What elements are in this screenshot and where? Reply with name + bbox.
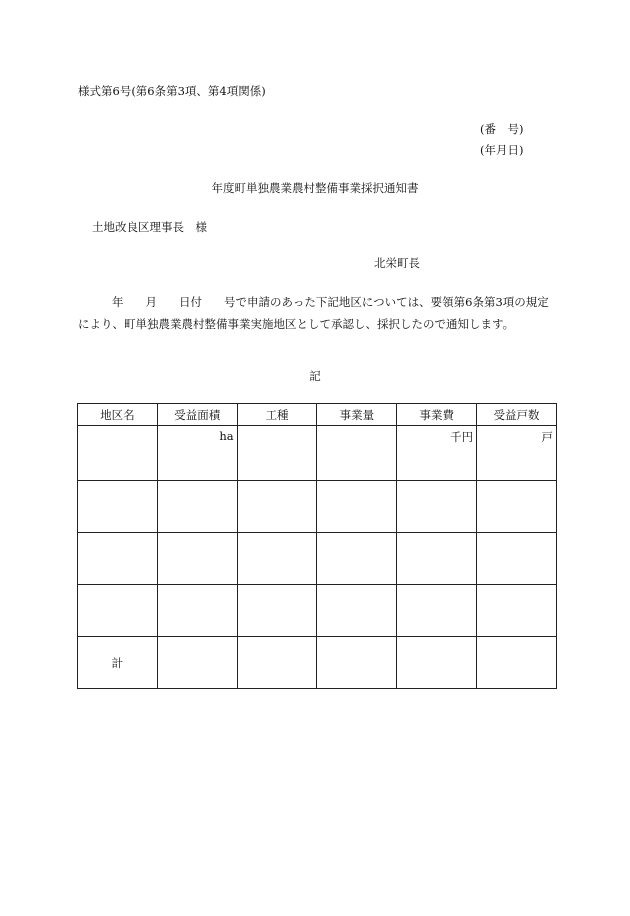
header-volume: 事業量 [317,404,397,426]
header-work-type: 工種 [237,404,317,426]
table-cell [157,533,237,585]
total-label: 計 [78,637,158,689]
table-cell [157,481,237,533]
body-month: 月 [145,295,157,309]
table-cell [157,637,237,689]
table-cell [317,585,397,637]
body-day: 日付 [179,295,202,309]
table-cell [477,481,557,533]
table-cell [237,426,317,481]
form-number: 様式第6号(第6条第3項、第4項関係) [78,84,266,98]
body-text-1: 号で申請のあった下記地区については、要領第6条第3項の規 [224,295,538,309]
header-households: 受益戸数 [477,404,557,426]
households-unit: 戸 [477,426,557,481]
table-cell [78,481,158,533]
table-row [78,426,557,481]
reference-number: (番 号) [480,122,524,136]
area-unit: ha [157,426,237,481]
project-table [77,403,557,689]
table-cell [237,533,317,585]
table-cell [397,637,477,689]
table-cell [317,481,397,533]
table-cell [78,533,158,585]
body-text-2: 定により、町単独農業農村整備事業実施地区として承認し、採択したので通知します。 [78,295,549,331]
table-cell [397,533,477,585]
body-year: 年 [112,295,124,309]
cost-unit: 千円 [397,426,477,481]
table-header-row [78,404,557,426]
addressee: 土地改良区理事長 様 [92,220,207,234]
header-district: 地区名 [78,404,158,426]
table-cell [157,585,237,637]
document-title: 年度町単独農業農村整備事業採択通知書 [211,181,419,195]
table-cell [477,533,557,585]
sender: 北栄町長 [374,256,420,270]
table-cell [237,637,317,689]
ki-heading: 記 [309,369,321,383]
table-row [78,481,557,533]
table-cell [78,426,158,481]
table-cell [477,585,557,637]
table-cell [237,585,317,637]
table-cell [477,637,557,689]
table-row [78,585,557,637]
table-total-row [78,637,557,689]
table-cell [317,637,397,689]
table-cell [237,481,317,533]
table-cell [317,426,397,481]
table-cell [78,585,158,637]
table-cell [397,585,477,637]
reference-date: (年月日) [480,143,524,157]
table-cell [317,533,397,585]
header-cost: 事業費 [397,404,477,426]
table-cell [397,481,477,533]
header-area: 受益面積 [157,404,237,426]
body-paragraph [78,291,550,335]
table-row [78,533,557,585]
